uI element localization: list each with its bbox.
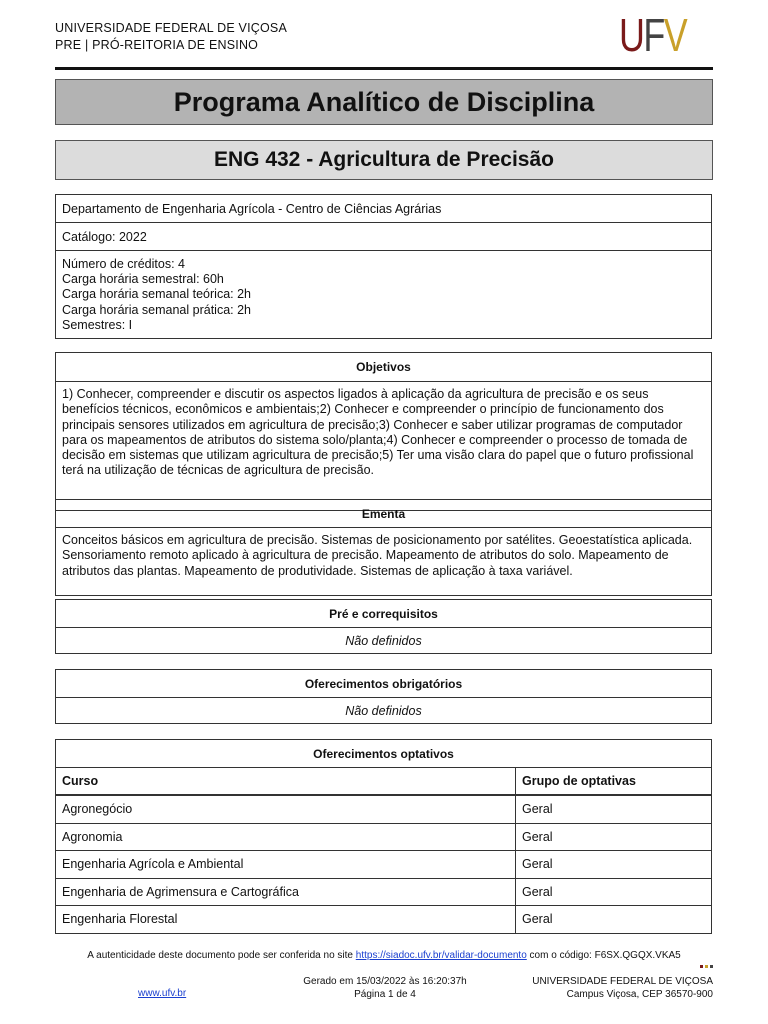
footer-mark bbox=[705, 965, 708, 968]
page-number: Página 1 de 4 bbox=[354, 989, 416, 1000]
header-divider bbox=[55, 67, 713, 70]
group-cell: Geral bbox=[516, 823, 712, 851]
prereq-value: Não definidos bbox=[56, 627, 711, 653]
optativos-heading: Oferecimentos optativos bbox=[313, 746, 454, 761]
footer-campus: Campus Viçosa, CEP 36570-900 bbox=[566, 989, 713, 1000]
workload-practice: Carga horária semanal prática: 2h bbox=[62, 302, 251, 317]
footer-mark bbox=[700, 965, 703, 968]
group-cell: Geral bbox=[516, 878, 712, 906]
course-info-box bbox=[55, 194, 712, 339]
footer-univ-name: UNIVERSIDADE FEDERAL DE VIÇOSA bbox=[532, 976, 713, 987]
university-name: UNIVERSIDADE FEDERAL DE VIÇOSA bbox=[55, 21, 287, 35]
course-cell: Agronegócio bbox=[56, 795, 516, 823]
obrigatorios-section bbox=[55, 669, 712, 724]
table-header-row bbox=[56, 768, 711, 796]
prereq-heading: Pré e correquisitos bbox=[329, 606, 438, 621]
group-cell: Geral bbox=[516, 795, 712, 823]
pro-rectory: PRE | PRÓ-REITORIA DE ENSINO bbox=[55, 38, 259, 52]
obrigatorios-heading: Oferecimentos obrigatórios bbox=[304, 676, 463, 691]
table-row bbox=[56, 823, 711, 851]
ufv-site-link[interactable]: www.ufv.br bbox=[138, 988, 187, 999]
ufv-logo: UFV bbox=[619, 9, 687, 61]
header-text bbox=[55, 20, 287, 54]
column-header-group: Grupo de optativas bbox=[516, 768, 712, 796]
objetivos-section bbox=[55, 352, 712, 511]
column-header-course: Curso bbox=[56, 768, 516, 796]
table-row bbox=[56, 851, 711, 879]
obrigatorios-value: Não definidos bbox=[56, 697, 711, 723]
semesters: Semestres: I bbox=[62, 317, 133, 332]
objetivos-text: 1) Conhecer, compreender e discutir os aspectos ligados à aplicação da agricultura de precisão e os seus benefícios técnicos, econômicos e ambientais;2) Conhecer e compreender o princípio de funcionamento dos principais sensores utilizados em agricultura de precisão;3) Conhecer e saber utilizar programas de computador para os mapeamentos de atributos do sistema solo/planta;4) Conhecer e compreender o processo de tomada de decisão em sistemas que utilizam agricultura de precisão;5) Ter uma visão clara do papel que o futuro profissional terá na utilização de técnicas de agricultura de precisão. bbox=[56, 381, 711, 510]
optativos-section bbox=[55, 739, 712, 934]
credits: Número de créditos: 4 bbox=[62, 257, 185, 271]
course-cell: Agronomia bbox=[56, 823, 516, 851]
objetivos-heading: Objetivos bbox=[356, 360, 411, 374]
ementa-section bbox=[55, 499, 712, 596]
department-row: Departamento de Engenharia Agrícola - Centro de Ciências Agrárias bbox=[62, 201, 442, 216]
table-row bbox=[56, 878, 711, 906]
ementa-heading: Ementa bbox=[361, 506, 406, 521]
ementa-text: Conceitos básicos em agricultura de precisão. Sistemas de posicionamento por satélites. Geoestatística aplicada. Sensoriamento remoto aplicado à agricultura de precisão. Mapeamento de atributos do solo. Mapeamento de atributos das plantas. Mapeamento de produtividade. Sistemas de aplicação à taxa variável. bbox=[56, 527, 711, 595]
workload-theory: Carga horária semanal teórica: 2h bbox=[62, 287, 251, 302]
prereq-section bbox=[55, 599, 712, 654]
course-cell: Engenharia Florestal bbox=[56, 906, 516, 933]
catalog-row: Catálogo: 2022 bbox=[56, 222, 711, 250]
table-row bbox=[56, 795, 711, 823]
course-title: ENG 432 - Agricultura de Precisão bbox=[55, 140, 713, 180]
group-cell: Geral bbox=[516, 906, 712, 933]
course-cell: Engenharia Agrícola e Ambiental bbox=[56, 851, 516, 879]
footer-mark bbox=[710, 965, 713, 968]
authenticity-note: A autenticidade deste documento pode ser conferida no site https://siadoc.ufv.br/validar-documento com o código: F6SX.QGQX.VKA5 bbox=[87, 950, 681, 961]
course-cell: Engenharia de Agrimensura e Cartográfica bbox=[56, 878, 516, 906]
optativos-table bbox=[56, 767, 711, 933]
workload-semester: Carga horária semestral: 60h bbox=[62, 272, 224, 287]
table-row bbox=[56, 906, 711, 933]
group-cell: Geral bbox=[516, 851, 712, 879]
generation-info bbox=[270, 975, 500, 1001]
validation-link[interactable]: https://siadoc.ufv.br/validar-documento bbox=[355, 950, 527, 961]
footer-university bbox=[532, 975, 713, 1001]
generated-date: Gerado em 15/03/2022 às 16:20:37h bbox=[303, 976, 467, 987]
credits-block bbox=[56, 250, 711, 338]
page-title: Programa Analítico de Disciplina bbox=[55, 79, 713, 125]
